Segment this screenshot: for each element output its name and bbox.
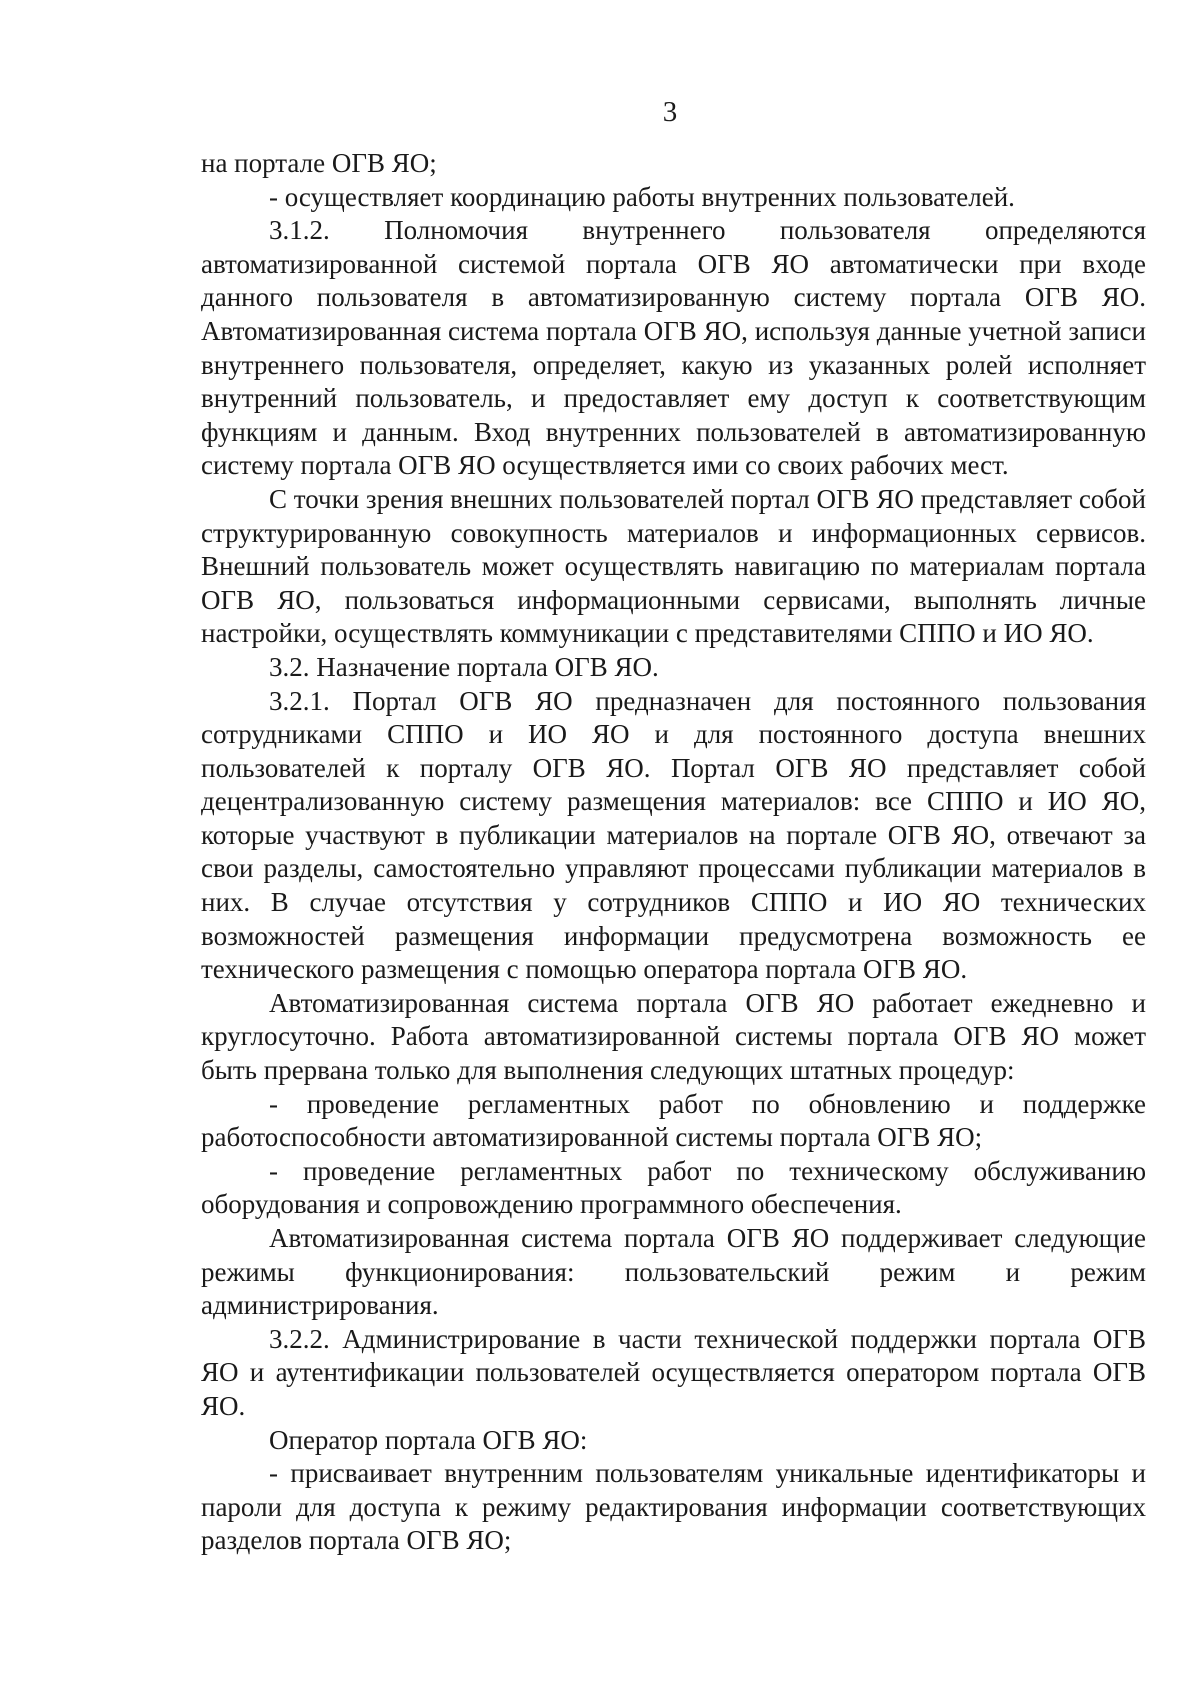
paragraph-3-1-2: 3.1.2. Полномочия внутреннего пользователя определяются автоматизированной системой портала ОГВ ЯО автоматически при входе данного пользователя в автоматизированную систему портала ОГВ ЯО. Автоматизированная система портала ОГВ ЯО, используя данные учетной записи внутреннего пользователя, определяет, какую из указанных ролей исполняет внутренний пользователь, и предоставляет ему доступ к соответствующим функциям и данным. Вход внутренних пользователей в автоматизированную систему портала ОГВ ЯО осуществляется ими со своих рабочих мест.: [201, 215, 1146, 481]
paragraph-modes: Автоматизированная система портала ОГВ ЯО поддерживает следующие режимы функционирования: пользовательский режим и режим администрирования.: [201, 1223, 1146, 1321]
paragraph-list-item: - осуществляет координацию работы внутренних пользователей.: [269, 181, 1015, 212]
paragraph-3-2-1: 3.2.1. Портал ОГВ ЯО предназначен для постоянного пользования сотрудниками СППО и ИО ЯО и для постоянного доступа внешних пользователей к порталу ОГВ ЯО. Портал ОГВ ЯО представляет собой децентрализованную систему размещения материалов: все СППО и ИО ЯО, которые участвуют в публикации материалов на портале ОГВ ЯО, отвечают за свои разделы, самостоятельно управляют процессами публикации материалов в них. В случае отсутствия у сотрудников СППО и ИО ЯО технических возможностей размещения информации предусмотрена возможность ее технического размещения с помощью оператора портала ОГВ ЯО.: [201, 685, 1146, 985]
section-heading-3-2: 3.2. Назначение портала ОГВ ЯО.: [269, 651, 659, 682]
paragraph-system-operation: Автоматизированная система портала ОГВ ЯО работает ежедневно и круглосуточно. Работа автоматизированной системы портала ОГВ ЯО может быть прервана только для выполнения следующих штатных процедур:: [201, 987, 1146, 1086]
paragraph-continuation: на портале ОГВ ЯО;: [201, 148, 437, 178]
paragraph-list-item: - проведение регламентных работ по обновлению и поддержке работоспособности автоматизированной системы портала ОГВ ЯО;: [201, 1088, 1146, 1153]
paragraph-list-item: - присваивает внутренним пользователям уникальные идентификаторы и пароли для доступа к режиму редактирования информации соответствующих разделов портала ОГВ ЯО;: [201, 1458, 1146, 1556]
document-body: [201, 147, 1146, 1558]
page-number: 3: [662, 96, 678, 128]
paragraph-external-users: С точки зрения внешних пользователей портал ОГВ ЯО представляет собой структурированную совокупность материалов и информационных сервисов. Внешний пользователь может осуществлять навигацию по материалам портала ОГВ ЯО, пользоваться информационными сервисами, выполнять личные настройки, осуществлять коммуникации с представителями СППО и ИО ЯО.: [201, 483, 1146, 649]
paragraph-list-item: - проведение регламентных работ по техническому обслуживанию оборудования и сопровождению программного обеспечения.: [201, 1155, 1146, 1220]
paragraph-operator-heading: Оператор портала ОГВ ЯО:: [269, 1424, 588, 1455]
paragraph-3-2-2: 3.2.2. Администрирование в части технической поддержки портала ОГВ ЯО и аутентификации пользователей осуществляется оператором портала ОГВ ЯО.: [201, 1323, 1146, 1421]
